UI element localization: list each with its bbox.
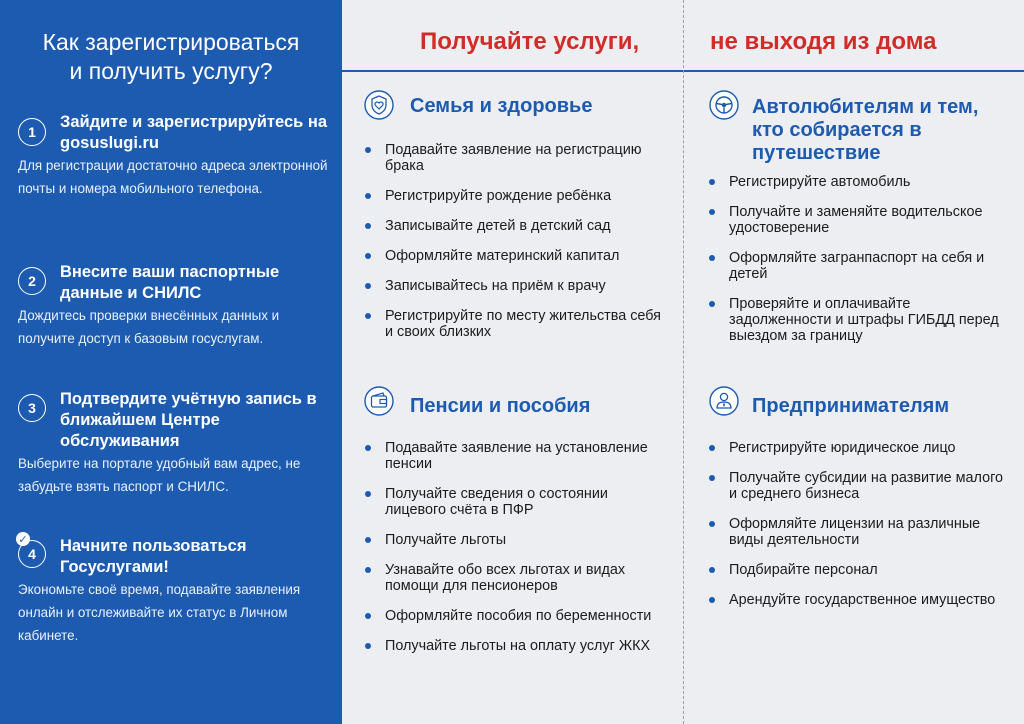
list-item: Узнавайте обо всех льготах и видах помощи для пенсионеров <box>365 562 665 594</box>
list-item: Оформляйте пособия по беременности <box>365 608 665 624</box>
left-panel <box>0 0 342 724</box>
list-item: Подавайте заявление на установление пенсии <box>365 440 665 472</box>
businessman-icon <box>709 386 739 416</box>
auto-services-list <box>709 174 1009 358</box>
step-description: Выберите на портале удобный вам адрес, не забудьте взять паспорт и СНИЛС. <box>18 456 301 494</box>
header-title-part-2: не выходя из дома <box>710 28 937 55</box>
business-services-list <box>709 440 1009 622</box>
left-title-line-1: Как зарегистрироваться <box>42 29 300 55</box>
list-item: Получайте льготы на оплату услуг ЖКХ <box>365 638 665 654</box>
list-item: Оформляйте загранпаспорт на себя и детей <box>709 250 1009 282</box>
list-item: Подбирайте персонал <box>709 562 1009 578</box>
step-number-badge: 3 <box>18 394 46 422</box>
step-number-badge: 2 <box>18 267 46 295</box>
list-item: Подавайте заявление на регистрацию брака <box>365 142 665 174</box>
step-description: Для регистрации достаточно адреса электронной почты и номера мобильного телефона. <box>18 158 328 196</box>
steering-wheel-icon <box>709 90 739 120</box>
left-title-line-2: и получить услугу? <box>69 58 273 84</box>
step-number-badge: 1 <box>18 118 46 146</box>
list-item: Записывайте детей в детский сад <box>365 218 665 234</box>
list-item: Оформляйте материнский капитал <box>365 248 665 264</box>
section-title-auto: Автолюбителям и тем, кто собирается в путешествие <box>752 96 979 164</box>
step-description: Экономьте своё время, подавайте заявления онлайн и отслеживайте их статус в Личном кабинете. <box>18 582 301 643</box>
list-item: Получайте субсидии на развитие малого и среднего бизнеса <box>709 470 1009 502</box>
list-item: Арендуйте государственное имущество <box>709 592 1009 608</box>
left-panel-title <box>0 28 342 86</box>
heart-shield-icon <box>364 90 394 120</box>
pension-services-list <box>365 440 665 668</box>
checkmark-icon: ✓ <box>16 532 30 546</box>
section-title-business: Предпринимателям <box>752 395 950 417</box>
step-title: Внесите ваши паспортные данные и СНИЛС <box>60 263 280 302</box>
list-item: Записывайтесь на приём к врачу <box>365 278 665 294</box>
step-title: Подтвердите учётную запись в ближайшем Центре обслуживания <box>60 390 317 450</box>
family-services-list <box>365 142 665 354</box>
list-item: Проверяйте и оплачивайте задолженности и штрафы ГИБДД перед выездом за границу <box>709 296 1009 344</box>
list-item: Получайте льготы <box>365 532 665 548</box>
section-title-pension: Пенсии и пособия <box>410 395 591 417</box>
list-item: Регистрируйте по месту жительства себя и своих близких <box>365 308 665 340</box>
list-item: Регистрируйте автомобиль <box>709 174 1009 190</box>
list-item: Регистрируйте рождение ребёнка <box>365 188 665 204</box>
step-title: Зайдите и зарегистрируйтесь на gosuslugi.ru <box>60 113 328 152</box>
list-item: Регистрируйте юридическое лицо <box>709 440 1009 456</box>
list-item: Оформляйте лицензии на различные виды деятельности <box>709 516 1009 548</box>
step-title: Начните пользоваться Госуслугами! <box>60 537 247 576</box>
section-title-family: Семья и здоровье <box>410 95 593 117</box>
wallet-icon <box>364 386 394 416</box>
column-divider <box>683 0 684 724</box>
step-number-badge: 4 <box>18 540 46 568</box>
header-title-part-1: Получайте услуги, <box>420 28 640 55</box>
list-item: Получайте сведения о состоянии лицевого счёта в ПФР <box>365 486 665 518</box>
step-description: Дождитесь проверки внесённых данных и получите доступ к базовым госуслугам. <box>18 308 280 346</box>
list-item: Получайте и заменяйте водительское удостоверение <box>709 204 1009 236</box>
